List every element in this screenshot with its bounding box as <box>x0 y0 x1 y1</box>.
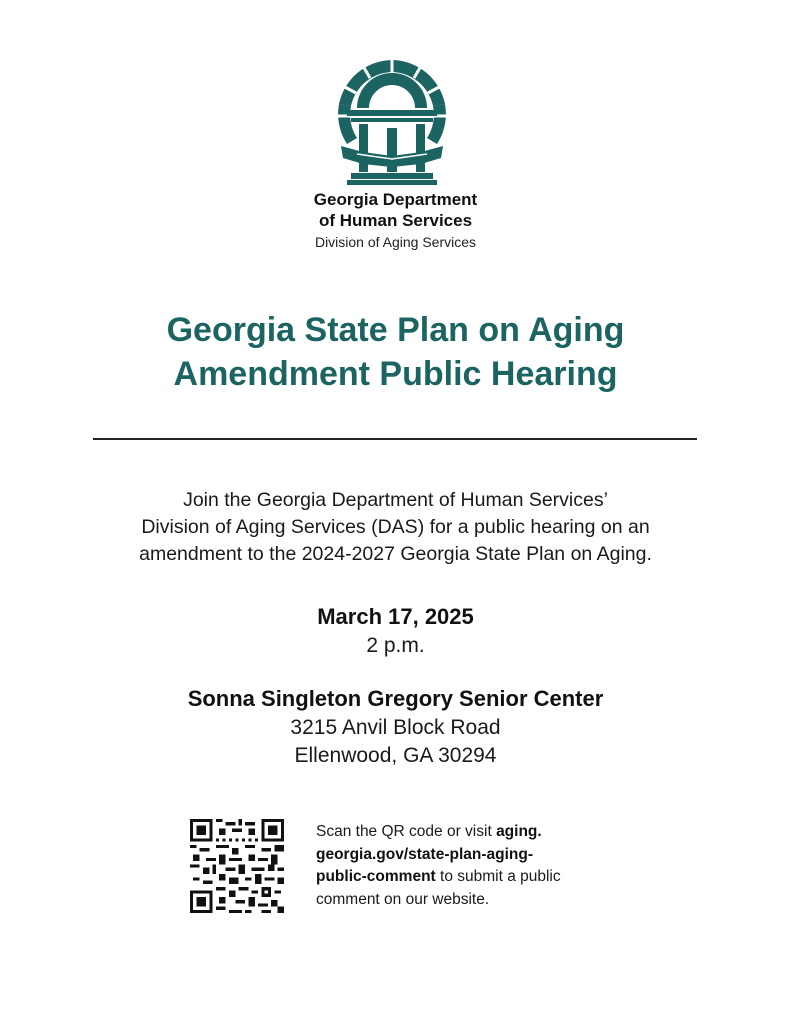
event-time: 2 p.m. <box>366 634 425 657</box>
divider <box>93 438 697 440</box>
intro-line2: Division of Aging Services (DAS) for a public hearing on an <box>141 516 650 538</box>
page-title-line2: Amendment Public Hearing <box>173 355 618 393</box>
intro-line3: amendment to the 2024-2027 Georgia State Plan on Aging. <box>139 543 652 565</box>
org-name-line1: Georgia Department <box>313 190 478 209</box>
cta-line2 <box>316 844 646 867</box>
event-venue: Sonna Singleton Gregory Senior Center <box>187 686 604 711</box>
event-address-line2: Ellenwood, GA 30294 <box>294 744 497 767</box>
cta-text <box>316 821 646 911</box>
cta-line1-text: Scan the QR code or visit <box>316 823 497 840</box>
qr-code-icon[interactable] <box>190 819 284 913</box>
cta-line3 <box>316 866 646 889</box>
org-name-line2: of Human Services <box>318 211 473 230</box>
event-address-line1: 3215 Anvil Block Road <box>290 716 501 739</box>
georgia-arch-seal-icon <box>333 56 451 186</box>
cta-link-part3[interactable]: public-comment <box>316 868 436 885</box>
cta-line4: comment on our website. <box>316 890 490 908</box>
page-title-line1: Georgia State Plan on Aging <box>166 311 625 349</box>
cta-line1 <box>316 821 646 844</box>
cta-line3-text: to submit a public <box>435 868 561 885</box>
cta-link-part1[interactable]: aging. <box>496 823 542 840</box>
org-division: Division of Aging Services <box>314 234 477 250</box>
cta-link-part2[interactable]: georgia.gov/state-plan-aging- <box>316 845 534 863</box>
event-date: March 17, 2025 <box>317 604 474 629</box>
intro-line1: Join the Georgia Department of Human Services’ <box>183 489 608 511</box>
